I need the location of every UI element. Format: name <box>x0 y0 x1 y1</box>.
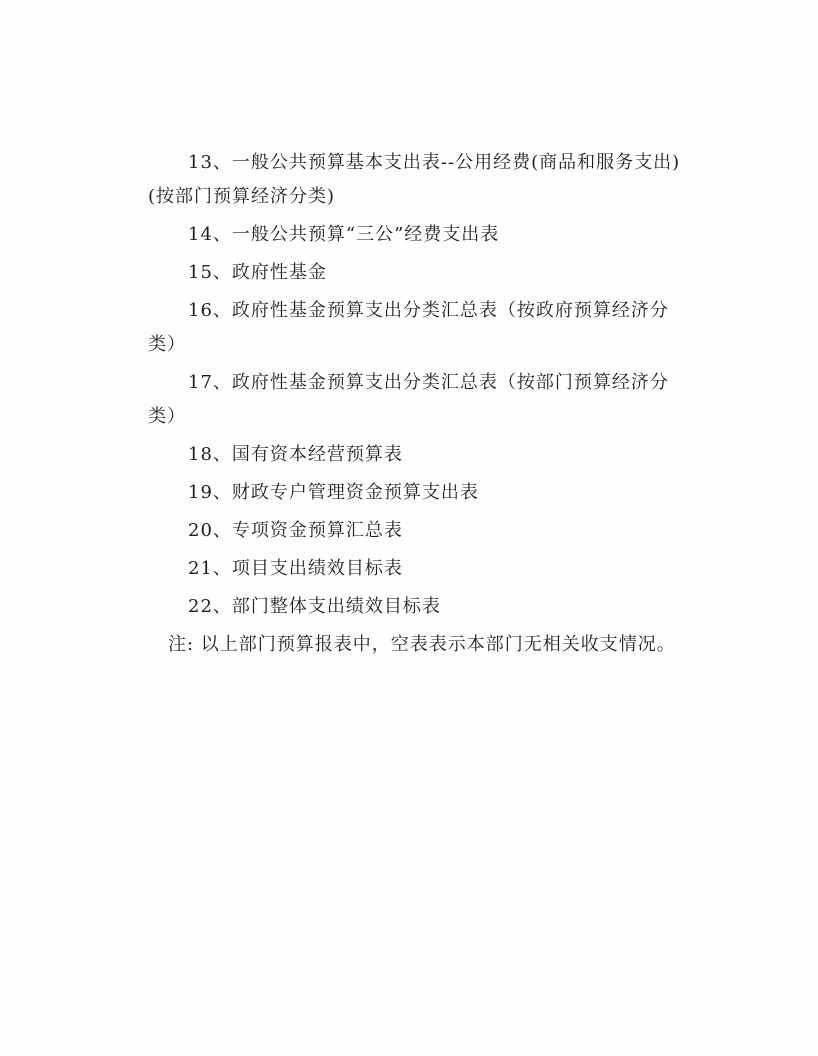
list-item-22: 22、部门整体支出绩效目标表 <box>188 596 441 617</box>
list-item-21: 21、项目支出绩效目标表 <box>188 558 403 579</box>
list-item-17: 17、政府性基金预算支出分类汇总表（按部门预算经济分类） <box>148 372 669 427</box>
list-item-19: 19、财政专户管理资金预算支出表 <box>188 482 479 503</box>
list-item-18: 18、国有资本经营预算表 <box>188 444 403 465</box>
list-item-20: 20、专项资金预算汇总表 <box>188 520 403 541</box>
list-item-13: 13、一般公共预算基本支出表--公用经费(商品和服务支出)(按部门预算经济分类) <box>148 152 681 207</box>
footnote: 注: 以上部门预算报表中，空表表示本部门无相关收支情况。 <box>168 634 676 655</box>
list-item-14: 14、一般公共预算“三公”经费支出表 <box>188 224 500 245</box>
list-item-16: 16、政府性基金预算支出分类汇总表（按政府预算经济分类） <box>148 300 669 355</box>
document-body <box>148 146 696 662</box>
list-item-15: 15、政府性基金 <box>188 262 327 283</box>
